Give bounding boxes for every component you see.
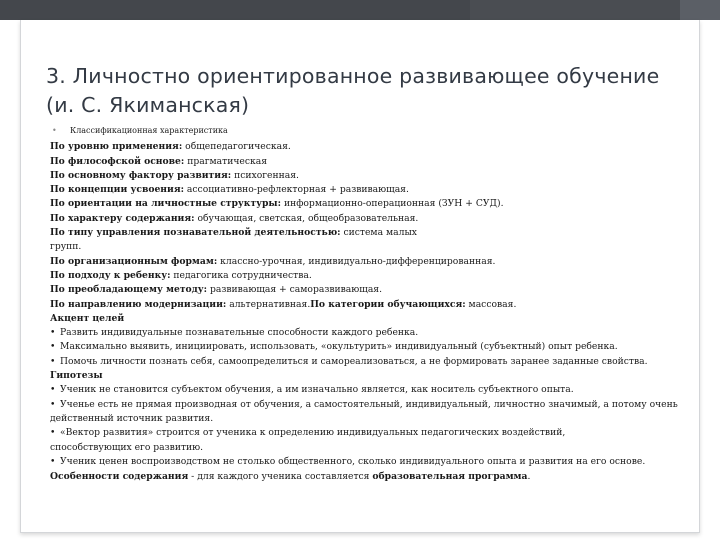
- aim-text: Помочь личности познать себя, самоопределиться и самореализоваться, а не формировать заранее заданные свойства.: [60, 355, 648, 367]
- hypotheses-heading: Гипотезы: [50, 370, 103, 382]
- row-value: ассоциативно-рефлекторная + развивающая.: [184, 184, 409, 196]
- aim-item: [50, 326, 690, 340]
- aims-heading: Акцент целей: [50, 312, 125, 324]
- classification-row: [50, 269, 690, 283]
- content-features-emphasis: образовательная программа: [372, 471, 528, 483]
- hypothesis-item: [50, 455, 690, 469]
- row-value: прагматическая: [184, 155, 268, 167]
- classification-caption: [50, 124, 690, 138]
- modernization-row: [50, 298, 690, 312]
- row-value: общепедагогическая.: [182, 141, 291, 153]
- row-value: педагогика сотрудничества.: [170, 269, 312, 281]
- row-value: альтернативная.: [226, 298, 311, 310]
- hypothesis-text: Ученик ценен воспроизводством не столько общественного, сколько индивидуального опыта и развития на его основе.: [60, 455, 646, 467]
- content-features-label: Особенности содержания: [50, 471, 189, 483]
- top-bar-left-segment: [0, 0, 470, 20]
- row-value-2: массовая.: [465, 298, 517, 310]
- hypothesis-item: [50, 426, 610, 455]
- bullet-icon: •: [50, 455, 56, 467]
- hypothesis-text: Ученье есть не прямая производная от обучения, а самостоятельный, индивидуальный, личностно значимый, а потому очень действенный источник развития.: [50, 398, 678, 424]
- classification-row: [50, 197, 690, 211]
- row-label: По ориентации на личностные структуры:: [50, 198, 282, 210]
- row-label: По подходу к ребенку:: [50, 269, 171, 281]
- row-value: обучающая, светская, общеобразовательная.: [194, 212, 419, 224]
- top-bar-right-segment: [680, 0, 720, 20]
- hypothesis-text: Ученик не становится субъектом обучения, а им изначально является, как носитель субъектного опыта.: [60, 384, 574, 396]
- bullet-icon: •: [50, 327, 56, 339]
- bullet-icon: •: [50, 427, 56, 439]
- classification-row: [50, 212, 690, 226]
- hypothesis-item: [50, 383, 690, 397]
- top-bar: [0, 0, 720, 20]
- row-value: классно-урочная, индивидуально-дифференцированная.: [217, 255, 496, 267]
- aim-item: [50, 355, 690, 369]
- row-value: система малых групп.: [50, 227, 417, 253]
- classification-row: [50, 283, 690, 297]
- row-label-2: По категории обучающихся:: [310, 298, 466, 310]
- hypothesis-item: [50, 398, 678, 427]
- aim-text: Максимально выявить, инициировать, использовать, «окультурить» индивидуальный (субъектный) опыт ребенка.: [60, 341, 618, 353]
- caption-text: Классификационная характеристика: [70, 126, 228, 135]
- bullet-icon: •: [50, 398, 56, 410]
- row-label: По типу управления познавательной деятельностью:: [50, 227, 341, 239]
- content-features-value: - для каждого ученика составляется: [188, 471, 373, 483]
- row-label: По направлению модернизации:: [50, 298, 227, 310]
- slide-body: [50, 124, 690, 484]
- row-value: психогенная.: [231, 169, 299, 181]
- row-label: По уровню применения:: [50, 141, 183, 153]
- caption-bullet-icon: •: [52, 126, 57, 135]
- aim-item: [50, 340, 690, 354]
- classification-row: [50, 155, 690, 169]
- bullet-icon: •: [50, 341, 56, 353]
- classification-row: [50, 140, 690, 154]
- row-label: По основному фактору развития:: [50, 169, 232, 181]
- row-label: По философской основе:: [50, 155, 185, 167]
- content-features-end: .: [527, 471, 531, 483]
- slide-title: 3. Личностно ориентированное развивающее обучение (и. С. Якиманская): [46, 64, 660, 117]
- row-label: По организационным формам:: [50, 255, 218, 267]
- row-value: информационно-операционная (ЗУН + СУД).: [281, 198, 504, 210]
- row-label: По концепции усвоения:: [50, 184, 185, 196]
- classification-row: [50, 183, 690, 197]
- row-value: развивающая + саморазвивающая.: [207, 284, 383, 296]
- classification-row: [50, 226, 450, 255]
- row-label: По характеру содержания:: [50, 212, 195, 224]
- bullet-icon: •: [50, 355, 56, 367]
- classification-row: [50, 169, 690, 183]
- row-label: По преобладающему методу:: [50, 284, 208, 296]
- hypothesis-text: «Вектор развития» строится от ученика к определению индивидуальных педагогических воздействий, способствующих его развитию.: [50, 427, 566, 453]
- bullet-icon: •: [50, 384, 56, 396]
- content-features-row: [50, 470, 690, 484]
- aim-text: Развить индивидуальные познавательные способности каждого ребенка.: [60, 327, 419, 339]
- classification-row: [50, 255, 690, 269]
